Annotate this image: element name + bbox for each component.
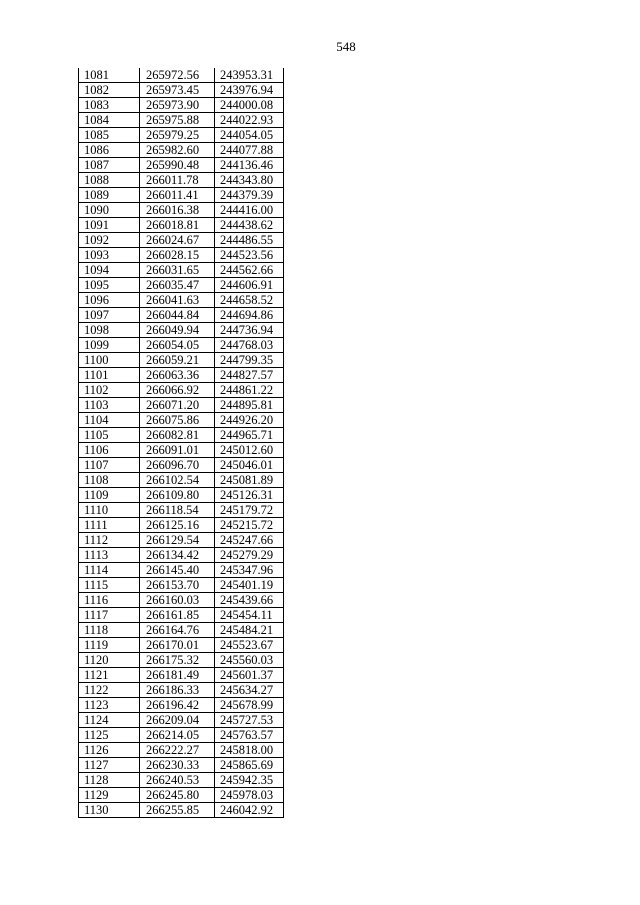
table-row (79, 443, 284, 458)
x-coordinate-cell: 266011.41 (140, 188, 215, 203)
point-id-cell: 1095 (79, 278, 140, 293)
x-coordinate-cell: 266240.53 (140, 773, 215, 788)
y-coordinate-cell: 243976.94 (215, 83, 284, 98)
point-id-cell: 1130 (79, 803, 140, 818)
point-id-cell: 1083 (79, 98, 140, 113)
y-coordinate-cell: 244658.52 (215, 293, 284, 308)
table-row (79, 803, 284, 818)
x-coordinate-cell: 266222.27 (140, 743, 215, 758)
point-id-cell: 1099 (79, 338, 140, 353)
x-coordinate-cell: 266214.05 (140, 728, 215, 743)
coordinates-table (78, 68, 284, 818)
x-coordinate-cell: 265973.45 (140, 83, 215, 98)
table-row (79, 173, 284, 188)
table-row (79, 608, 284, 623)
point-id-cell: 1126 (79, 743, 140, 758)
y-coordinate-cell: 244077.88 (215, 143, 284, 158)
x-coordinate-cell: 265972.56 (140, 68, 215, 83)
table-row (79, 248, 284, 263)
table-row (79, 383, 284, 398)
y-coordinate-cell: 244965.71 (215, 428, 284, 443)
table-row (79, 623, 284, 638)
point-id-cell: 1093 (79, 248, 140, 263)
table-row (79, 683, 284, 698)
y-coordinate-cell: 244379.39 (215, 188, 284, 203)
x-coordinate-cell: 266018.81 (140, 218, 215, 233)
x-coordinate-cell: 266181.49 (140, 668, 215, 683)
x-coordinate-cell: 266160.03 (140, 593, 215, 608)
y-coordinate-cell: 244606.91 (215, 278, 284, 293)
y-coordinate-cell: 245601.37 (215, 668, 284, 683)
y-coordinate-cell: 246042.92 (215, 803, 284, 818)
point-id-cell: 1124 (79, 713, 140, 728)
y-coordinate-cell: 245454.11 (215, 608, 284, 623)
y-coordinate-cell: 244768.03 (215, 338, 284, 353)
point-id-cell: 1118 (79, 623, 140, 638)
table-row (79, 773, 284, 788)
x-coordinate-cell: 266028.15 (140, 248, 215, 263)
page-number: 548 (336, 39, 356, 54)
x-coordinate-cell: 266054.05 (140, 338, 215, 353)
table-row (79, 548, 284, 563)
point-id-cell: 1085 (79, 128, 140, 143)
x-coordinate-cell: 266024.67 (140, 233, 215, 248)
x-coordinate-cell: 266063.36 (140, 368, 215, 383)
table-row (79, 758, 284, 773)
table-row (79, 203, 284, 218)
point-id-cell: 1128 (79, 773, 140, 788)
y-coordinate-cell: 245439.66 (215, 593, 284, 608)
y-coordinate-cell: 244000.08 (215, 98, 284, 113)
table-row (79, 368, 284, 383)
y-coordinate-cell: 245215.72 (215, 518, 284, 533)
table-row (79, 323, 284, 338)
point-id-cell: 1092 (79, 233, 140, 248)
x-coordinate-cell: 266096.70 (140, 458, 215, 473)
x-coordinate-cell: 266153.70 (140, 578, 215, 593)
y-coordinate-cell: 245678.99 (215, 698, 284, 713)
x-coordinate-cell: 266031.65 (140, 263, 215, 278)
x-coordinate-cell: 266118.54 (140, 503, 215, 518)
y-coordinate-cell: 244136.46 (215, 158, 284, 173)
point-id-cell: 1109 (79, 488, 140, 503)
x-coordinate-cell: 265990.48 (140, 158, 215, 173)
point-id-cell: 1097 (79, 308, 140, 323)
y-coordinate-cell: 245634.27 (215, 683, 284, 698)
table-row (79, 128, 284, 143)
point-id-cell: 1108 (79, 473, 140, 488)
x-coordinate-cell: 266245.80 (140, 788, 215, 803)
y-coordinate-cell: 244694.86 (215, 308, 284, 323)
point-id-cell: 1106 (79, 443, 140, 458)
x-coordinate-cell: 266044.84 (140, 308, 215, 323)
y-coordinate-cell: 245763.57 (215, 728, 284, 743)
point-id-cell: 1102 (79, 383, 140, 398)
table-row (79, 293, 284, 308)
table-row (79, 353, 284, 368)
table-row (79, 473, 284, 488)
x-coordinate-cell: 266091.01 (140, 443, 215, 458)
y-coordinate-cell: 245046.01 (215, 458, 284, 473)
point-id-cell: 1129 (79, 788, 140, 803)
y-coordinate-cell: 245126.31 (215, 488, 284, 503)
point-id-cell: 1096 (79, 293, 140, 308)
x-coordinate-cell: 266164.76 (140, 623, 215, 638)
x-coordinate-cell: 266255.85 (140, 803, 215, 818)
x-coordinate-cell: 265975.88 (140, 113, 215, 128)
table-row (79, 263, 284, 278)
table-row (79, 698, 284, 713)
point-id-cell: 1113 (79, 548, 140, 563)
x-coordinate-cell: 266196.42 (140, 698, 215, 713)
table-row (79, 593, 284, 608)
point-id-cell: 1116 (79, 593, 140, 608)
y-coordinate-cell: 245179.72 (215, 503, 284, 518)
y-coordinate-cell: 244562.66 (215, 263, 284, 278)
x-coordinate-cell: 266170.01 (140, 638, 215, 653)
y-coordinate-cell: 244799.35 (215, 353, 284, 368)
point-id-cell: 1104 (79, 413, 140, 428)
table-row (79, 278, 284, 293)
y-coordinate-cell: 245523.67 (215, 638, 284, 653)
point-id-cell: 1088 (79, 173, 140, 188)
table-row (79, 338, 284, 353)
point-id-cell: 1120 (79, 653, 140, 668)
point-id-cell: 1081 (79, 68, 140, 83)
point-id-cell: 1121 (79, 668, 140, 683)
table-row (79, 143, 284, 158)
table-row (79, 398, 284, 413)
table-row (79, 218, 284, 233)
x-coordinate-cell: 266059.21 (140, 353, 215, 368)
table-row (79, 83, 284, 98)
point-id-cell: 1090 (79, 203, 140, 218)
x-coordinate-cell: 266109.80 (140, 488, 215, 503)
y-coordinate-cell: 245727.53 (215, 713, 284, 728)
y-coordinate-cell: 245247.66 (215, 533, 284, 548)
table-row (79, 413, 284, 428)
y-coordinate-cell: 245818.00 (215, 743, 284, 758)
x-coordinate-cell: 266175.32 (140, 653, 215, 668)
y-coordinate-cell: 245012.60 (215, 443, 284, 458)
x-coordinate-cell: 265973.90 (140, 98, 215, 113)
point-id-cell: 1103 (79, 398, 140, 413)
point-id-cell: 1111 (79, 518, 140, 533)
y-coordinate-cell: 245560.03 (215, 653, 284, 668)
y-coordinate-cell: 245978.03 (215, 788, 284, 803)
table-row (79, 428, 284, 443)
point-id-cell: 1091 (79, 218, 140, 233)
point-id-cell: 1105 (79, 428, 140, 443)
table-row (79, 728, 284, 743)
y-coordinate-cell: 245484.21 (215, 623, 284, 638)
point-id-cell: 1100 (79, 353, 140, 368)
point-id-cell: 1125 (79, 728, 140, 743)
x-coordinate-cell: 266016.38 (140, 203, 215, 218)
x-coordinate-cell: 266134.42 (140, 548, 215, 563)
y-coordinate-cell: 244416.00 (215, 203, 284, 218)
table-row (79, 98, 284, 113)
table-row (79, 533, 284, 548)
table-row (79, 113, 284, 128)
x-coordinate-cell: 266041.63 (140, 293, 215, 308)
point-id-cell: 1107 (79, 458, 140, 473)
coordinates-table-body (79, 68, 284, 818)
point-id-cell: 1115 (79, 578, 140, 593)
point-id-cell: 1098 (79, 323, 140, 338)
y-coordinate-cell: 244736.94 (215, 323, 284, 338)
table-row (79, 188, 284, 203)
point-id-cell: 1119 (79, 638, 140, 653)
y-coordinate-cell: 244438.62 (215, 218, 284, 233)
table-row (79, 233, 284, 248)
point-id-cell: 1110 (79, 503, 140, 518)
y-coordinate-cell: 243953.31 (215, 68, 284, 83)
table-row (79, 578, 284, 593)
table-row (79, 638, 284, 653)
y-coordinate-cell: 245081.89 (215, 473, 284, 488)
x-coordinate-cell: 266049.94 (140, 323, 215, 338)
table-row (79, 158, 284, 173)
x-coordinate-cell: 266129.54 (140, 533, 215, 548)
table-row (79, 653, 284, 668)
table-row (79, 668, 284, 683)
x-coordinate-cell: 265982.60 (140, 143, 215, 158)
point-id-cell: 1123 (79, 698, 140, 713)
point-id-cell: 1114 (79, 563, 140, 578)
x-coordinate-cell: 265979.25 (140, 128, 215, 143)
y-coordinate-cell: 244054.05 (215, 128, 284, 143)
table-row (79, 308, 284, 323)
y-coordinate-cell: 244343.80 (215, 173, 284, 188)
point-id-cell: 1094 (79, 263, 140, 278)
x-coordinate-cell: 266066.92 (140, 383, 215, 398)
x-coordinate-cell: 266035.47 (140, 278, 215, 293)
table-row (79, 788, 284, 803)
point-id-cell: 1122 (79, 683, 140, 698)
table-row (79, 503, 284, 518)
point-id-cell: 1112 (79, 533, 140, 548)
table-row (79, 518, 284, 533)
y-coordinate-cell: 244523.56 (215, 248, 284, 263)
x-coordinate-cell: 266145.40 (140, 563, 215, 578)
y-coordinate-cell: 244895.81 (215, 398, 284, 413)
table-row (79, 563, 284, 578)
point-id-cell: 1127 (79, 758, 140, 773)
y-coordinate-cell: 245401.19 (215, 578, 284, 593)
y-coordinate-cell: 244827.57 (215, 368, 284, 383)
table-row (79, 458, 284, 473)
x-coordinate-cell: 266161.85 (140, 608, 215, 623)
x-coordinate-cell: 266230.33 (140, 758, 215, 773)
y-coordinate-cell: 245279.29 (215, 548, 284, 563)
x-coordinate-cell: 266125.16 (140, 518, 215, 533)
x-coordinate-cell: 266075.86 (140, 413, 215, 428)
point-id-cell: 1086 (79, 143, 140, 158)
point-id-cell: 1101 (79, 368, 140, 383)
x-coordinate-cell: 266011.78 (140, 173, 215, 188)
y-coordinate-cell: 244486.55 (215, 233, 284, 248)
point-id-cell: 1089 (79, 188, 140, 203)
x-coordinate-cell: 266209.04 (140, 713, 215, 728)
y-coordinate-cell: 245942.35 (215, 773, 284, 788)
table-row (79, 488, 284, 503)
table-row (79, 743, 284, 758)
table-row (79, 713, 284, 728)
table-row (79, 68, 284, 83)
point-id-cell: 1082 (79, 83, 140, 98)
point-id-cell: 1117 (79, 608, 140, 623)
x-coordinate-cell: 266186.33 (140, 683, 215, 698)
y-coordinate-cell: 244861.22 (215, 383, 284, 398)
x-coordinate-cell: 266071.20 (140, 398, 215, 413)
y-coordinate-cell: 245347.96 (215, 563, 284, 578)
point-id-cell: 1087 (79, 158, 140, 173)
x-coordinate-cell: 266102.54 (140, 473, 215, 488)
point-id-cell: 1084 (79, 113, 140, 128)
y-coordinate-cell: 244926.20 (215, 413, 284, 428)
y-coordinate-cell: 245865.69 (215, 758, 284, 773)
x-coordinate-cell: 266082.81 (140, 428, 215, 443)
y-coordinate-cell: 244022.93 (215, 113, 284, 128)
